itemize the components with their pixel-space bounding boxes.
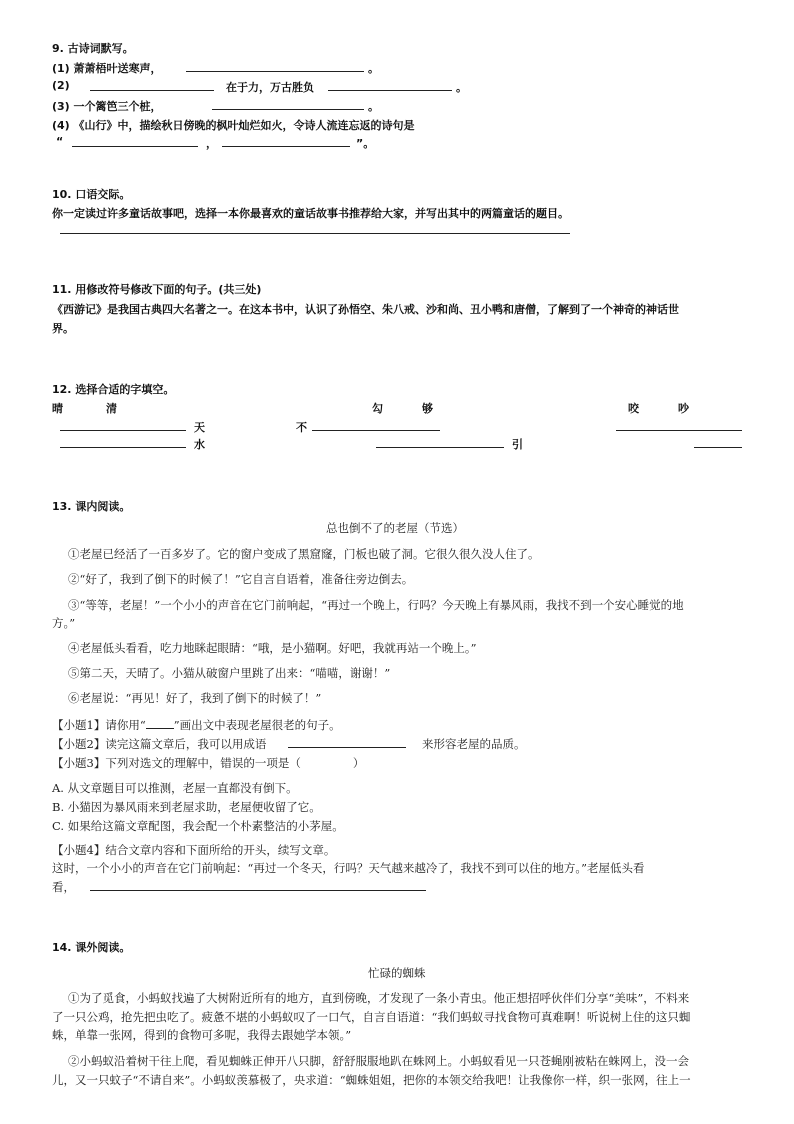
q13-option-b[interactable]: B. 小猫因为暴风雨来到老屋求助，老屋便收留了它。 <box>52 800 321 814</box>
q13-heading: 13. 课内阅读。 <box>52 500 131 513</box>
q12-char-qing-clear: 清 <box>106 402 117 415</box>
q13-subq-4-answer-line[interactable] <box>90 890 426 891</box>
q13-subq-3 <box>52 755 364 771</box>
q14-passage-title: 忙碌的蜘蛛 <box>368 966 426 980</box>
q9-blank-3[interactable] <box>328 90 452 91</box>
q13-paragraph-6: ⑥老屋说：“再见！好了，我到了倒下的时候了！” <box>68 691 322 705</box>
q12-blank-shui[interactable] <box>60 447 186 448</box>
q9-blank-2[interactable] <box>90 90 214 91</box>
q9-line2-end: 。 <box>456 81 467 94</box>
q9-line1-text: (1) 萧萧梧叶送寒声， <box>52 62 162 75</box>
q12-char-gou-hook: 勾 <box>372 402 383 415</box>
q10-answer-line[interactable] <box>60 233 570 234</box>
q9-line2-mid: 在于力，万古胜负 <box>226 81 314 94</box>
q13-subq-2-text: 【小题2】读完这篇文章后，我可以用成语 <box>52 737 267 751</box>
q9-line5-close: ”。 <box>356 137 375 150</box>
q12-heading: 12. 选择合适的字填空。 <box>52 383 175 396</box>
q9-line5-comma: ， <box>206 137 217 150</box>
q13-subq-2-blank[interactable] <box>288 747 406 748</box>
q13-subq-2-post: 来形容老屋的品质。 <box>422 737 526 751</box>
q9-line1-end: 。 <box>368 62 379 75</box>
q14-paragraph-2b: 儿，又一只蚊子“不请自来”。小蚂蚁羡慕极了，央求道：“蜘蛛姐姐，把你的本领交给我吧！让我像你一样，织一张网，往上一 <box>52 1073 691 1087</box>
q13-paragraph-2: ②“好了，我到了倒下的时候了！”它自言自语着，准备往旁边倒去。 <box>68 572 414 586</box>
q13-subq-4: 【小题4】结合文章内容和下面所给的开头，续写文章。 <box>52 843 336 857</box>
q12-char-qing-sunny: 晴 <box>52 402 63 415</box>
q13-paragraph-4: ④老屋低头看看，吃力地眯起眼睛：“哦，是小猫啊。好吧，我就再站一个晚上。” <box>68 641 477 655</box>
q14-paragraph-2a: ②小蚂蚁沿着树干往上爬，看见蜘蛛正伸开八只脚，舒舒服服地趴在蛛网上。小蚂蚁看见一只苍蝇刚被粘在蛛网上，没一会 <box>68 1054 689 1068</box>
q9-blank-5[interactable] <box>72 146 198 147</box>
q13-continuation-line1: 这时，一个小小的声音在它门前响起：“再过一个冬天，行吗？天气越来越冷了，我找不到可以住的地方。”老屋低头看 <box>52 861 645 875</box>
q13-subq-1 <box>52 717 341 733</box>
q9-line3-end: 。 <box>368 100 379 113</box>
q12-blank-yao-2[interactable] <box>694 447 742 448</box>
q13-subq-1-pre: 【小题1】请你用“ <box>52 718 146 732</box>
q13-option-c[interactable]: C. 如果给这篇文章配图，我会配一个朴素整洁的小茅屋。 <box>52 819 344 833</box>
q10-heading: 10. 口语交际。 <box>52 188 131 201</box>
q13-paragraph-3a: ③“等等，老屋！”一个小小的声音在它门前响起，“再过一个晚上，行吗？今天晚上有暴风雨，我找不到一个安心睡觉的地 <box>68 598 684 612</box>
q12-blank-tian[interactable] <box>60 430 186 431</box>
q9-blank-6[interactable] <box>222 146 350 147</box>
q13-subq-3-post: ） <box>352 756 365 770</box>
q13-continuation-line2: 看， <box>52 880 75 894</box>
q12-word-tian: 天 <box>194 421 205 434</box>
q9-heading: 9. 古诗词默写。 <box>52 42 134 55</box>
q9-line4-text: (4) 《山行》中，描绘秋日傍晚的枫叶灿烂如火，令诗人流连忘返的诗句是 <box>52 119 415 132</box>
q11-heading: 11. 用修改符号修改下面的句子。(共三处) <box>52 283 262 296</box>
q12-blank-yao-1[interactable] <box>616 430 742 431</box>
q9-line3-text: (3) 一个篱笆三个桩， <box>52 100 162 113</box>
q13-paragraph-1: ①老屋已经活了一百多岁了。它的窗户变成了黑窟窿，门板也破了洞。它很久很久没人住了。 <box>68 547 540 561</box>
q9-line2-prefix: (2) <box>52 79 70 92</box>
q9-blank-4[interactable] <box>212 109 364 110</box>
q13-passage-title: 总也倒不了的老屋（节选） <box>326 521 464 535</box>
q12-blank-bu[interactable] <box>312 430 440 431</box>
q13-paragraph-3b: 方。” <box>52 616 76 630</box>
q14-heading: 14. 课外阅读。 <box>52 941 131 954</box>
q14-paragraph-1b: 了一只公鸡，抢先把虫吃了。疲惫不堪的小蚂蚁叹了一口气，自言自语道：“我们蚂蚁寻找食物可真难啊！听说树上住的这只蜘 <box>52 1010 691 1024</box>
q13-subq-3-pre: 【小题3】下列对选文的理解中，错误的一项是（ <box>52 756 301 770</box>
q14-paragraph-1c: 蛛，单靠一张网，得到的食物可多呢，我得去跟她学本领。” <box>52 1028 352 1042</box>
q11-text-line1: 《西游记》是我国古典四大名著之一。在这本书中，认识了孙悟空、朱八戒、沙和尚、丑小鸭和唐僧，了解到了一个神奇的神话世 <box>52 303 679 316</box>
q13-option-a[interactable]: A. 从文章题目可以推测，老屋一直都没有倒下。 <box>52 781 298 795</box>
q12-word-bu: 不 <box>296 421 307 434</box>
q13-underline-mark-icon <box>146 719 174 729</box>
q12-char-gou-enough: 够 <box>422 402 433 415</box>
q12-blank-yin[interactable] <box>376 447 504 448</box>
q12-word-yin: 引 <box>512 438 523 451</box>
q10-text: 你一定读过许多童话故事吧，选择一本你最喜欢的童话故事书推荐给大家，并写出其中的两篇童话的题目。 <box>52 207 569 220</box>
q13-subq-1-post: ”画出文中表现老屋很老的句子。 <box>173 718 341 732</box>
q14-paragraph-1a: ①为了觅食，小蚂蚁找遍了大树附近所有的地方，直到傍晚，才发现了一条小青虫。他正想招呼伙伴们分享“美味”，不料来 <box>68 991 690 1005</box>
q12-word-shui: 水 <box>194 438 205 451</box>
q13-paragraph-5: ⑤第二天，天晴了。小猫从破窗户里跳了出来：“喵喵，谢谢！” <box>68 666 391 680</box>
q9-line5-open: “ <box>56 135 64 148</box>
q9-blank-1[interactable] <box>186 71 364 72</box>
q12-char-chao: 吵 <box>678 402 689 415</box>
q11-text-line2: 界。 <box>52 322 74 335</box>
q12-char-yao: 咬 <box>628 402 639 415</box>
